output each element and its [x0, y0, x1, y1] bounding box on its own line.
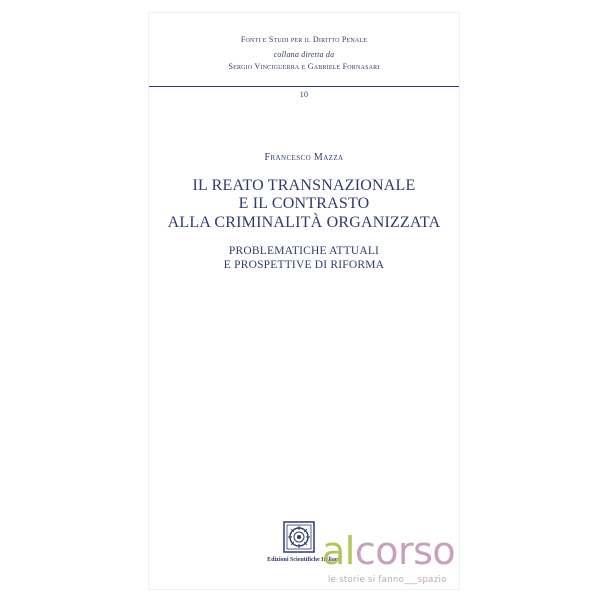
store-tagline: le storie si fanno___spazio [328, 575, 447, 585]
series-divider [149, 86, 459, 87]
store-logo-part-2: corso [354, 529, 456, 573]
store-watermark [322, 530, 492, 590]
series-directed-by: collana diretta da [273, 50, 335, 59]
book-title-line-1: IL REATO TRANSNAZIONALE [192, 177, 416, 194]
series-editors: Sergio Vinciguerra e Gabriele Fornasari [228, 62, 380, 71]
book-subtitle-line-1: PROBLEMATICHE ATTUALI [228, 245, 380, 257]
store-logo-part-1: al [322, 529, 355, 573]
series-number: 10 [299, 90, 309, 99]
store-logo [322, 530, 455, 572]
book-title-line-2: E IL CONTRASTO [238, 195, 370, 212]
book-author: Francesco Mazza [264, 152, 344, 163]
book-title-line-3: ALLA CRIMINALITÀ ORGANIZZATA [167, 214, 441, 231]
book-cover [148, 12, 460, 590]
publisher-emblem-icon [283, 521, 315, 553]
publisher-name: Edizioni Scientifiche Italiane [267, 557, 341, 563]
series-name: Fonti e Studi per il Diritto Penale [240, 35, 368, 44]
book-subtitle-line-2: E PROSPETTIVE DI RIFORMA [223, 259, 385, 271]
